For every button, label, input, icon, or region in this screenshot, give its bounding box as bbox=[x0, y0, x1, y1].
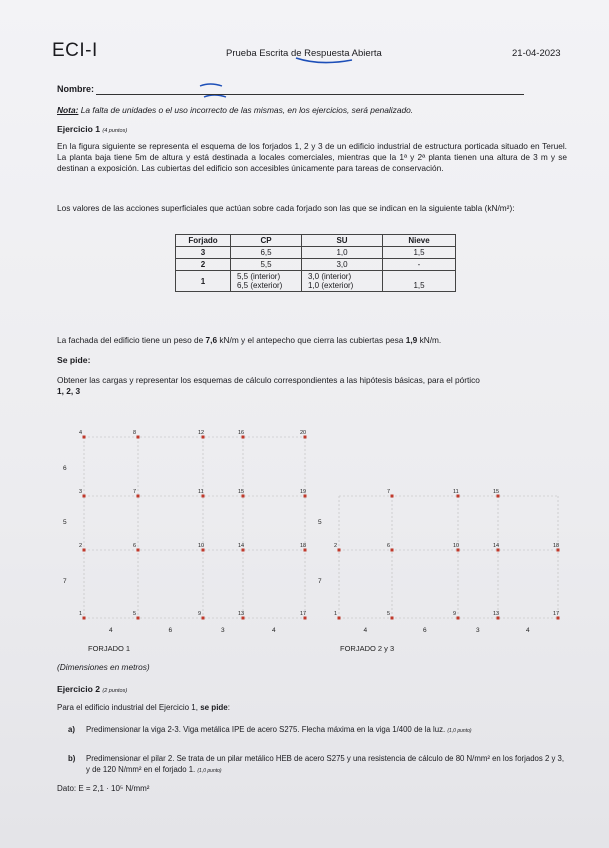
table-cell: 1,0 bbox=[302, 247, 383, 259]
node-label: 18 bbox=[553, 543, 560, 549]
portico-list: 1, 2, 3 bbox=[57, 386, 81, 396]
exercise1-points: (4 puntos) bbox=[102, 128, 128, 134]
table-cell bbox=[302, 271, 383, 292]
node-label: 20 bbox=[300, 430, 307, 436]
exercise2-heading bbox=[57, 684, 127, 694]
column-dimension: 6 bbox=[423, 627, 427, 634]
facade-statement bbox=[57, 335, 567, 346]
table-cell: - bbox=[383, 259, 456, 271]
table-cell: 3,0 bbox=[302, 259, 383, 271]
column-dimension: 3 bbox=[221, 627, 225, 634]
exercise2-item-b bbox=[68, 753, 566, 777]
node-label: 12 bbox=[198, 430, 205, 436]
table-cell bbox=[231, 271, 302, 292]
column-dimension: 4 bbox=[109, 627, 113, 634]
node-label: 19 bbox=[300, 489, 307, 495]
node-label: 17 bbox=[300, 611, 307, 617]
node-label: 2 bbox=[334, 543, 338, 549]
exercise1-task bbox=[57, 375, 567, 397]
pen-marks bbox=[0, 0, 609, 120]
node-label: 14 bbox=[493, 543, 500, 549]
figure-caption: FORJADO 2 y 3 bbox=[340, 644, 395, 653]
table-cell: 1,5 bbox=[383, 247, 456, 259]
node-label: 10 bbox=[198, 543, 205, 549]
exercise2-title: Ejercicio 2 bbox=[57, 684, 100, 694]
intro-text: : bbox=[227, 703, 230, 712]
note-text: La falta de unidades o el uso incorrecto de las mismas, en los ejercicios, será penalizado. bbox=[80, 105, 414, 115]
table-cell: 6,5 bbox=[231, 247, 302, 259]
node-label: 2 bbox=[79, 543, 83, 549]
item-points: (1,0 punto) bbox=[197, 768, 222, 774]
node-label: 5 bbox=[133, 611, 137, 617]
column-node bbox=[202, 617, 205, 620]
column-node bbox=[391, 495, 394, 498]
column-node bbox=[83, 617, 86, 620]
node-label: 5 bbox=[387, 611, 391, 617]
exam-date: 21-04-2023 bbox=[512, 48, 561, 59]
facade-text: La fachada del edificio tiene un peso de bbox=[57, 335, 206, 345]
table-row bbox=[176, 259, 456, 271]
row-dimension: 5 bbox=[63, 519, 67, 526]
column-dimension: 4 bbox=[526, 627, 530, 634]
table-header: Nieve bbox=[383, 235, 456, 247]
exercise2-item-a bbox=[68, 724, 566, 737]
node-label: 6 bbox=[133, 543, 137, 549]
column-node bbox=[137, 436, 140, 439]
node-label: 11 bbox=[453, 489, 459, 495]
column-node bbox=[83, 436, 86, 439]
node-label: 13 bbox=[493, 611, 500, 617]
table-header: Forjado bbox=[176, 235, 231, 247]
su-interior: 3,0 (interior) bbox=[308, 272, 352, 281]
column-dimension: 6 bbox=[168, 627, 173, 634]
column-node bbox=[338, 549, 341, 552]
item-label: b) bbox=[68, 754, 76, 763]
node-label: 3 bbox=[79, 489, 83, 495]
table-header-row bbox=[176, 235, 456, 247]
floor-plan-figure bbox=[0, 420, 609, 660]
table-cell: 2 bbox=[176, 259, 231, 271]
course-code: ECI-I bbox=[52, 40, 98, 61]
table-header: SU bbox=[302, 235, 383, 247]
table-cell: 1 bbox=[176, 271, 231, 292]
item-text: Predimensionar la viga 2-3. Viga metálica IPE de acero S275. Flecha máxima en la viga 1/400 de la luz. bbox=[86, 725, 446, 734]
column-node bbox=[391, 549, 394, 552]
task-text: Obtener las cargas y representar los esquemas de cálculo correspondientes a las hipótesis básicas, para el pórtico bbox=[57, 375, 480, 385]
su-exterior: 1,0 (exterior) bbox=[308, 281, 354, 290]
name-field-line[interactable] bbox=[96, 94, 524, 95]
node-label: 13 bbox=[238, 611, 245, 617]
column-node bbox=[137, 617, 140, 620]
row-dimension: 7 bbox=[63, 578, 67, 585]
node-label: 4 bbox=[79, 430, 83, 436]
cp-exterior: 6,5 (exterior) bbox=[237, 281, 283, 290]
row-dimension: 7 bbox=[318, 578, 322, 585]
intro-text: Para el edificio industrial del Ejercicio 1, bbox=[57, 703, 201, 712]
column-node bbox=[137, 549, 140, 552]
node-label: 1 bbox=[334, 611, 338, 617]
facade-text: kN/m. bbox=[417, 335, 442, 345]
node-label: 15 bbox=[493, 489, 500, 495]
figure-caption: FORJADO 1 bbox=[88, 644, 131, 653]
node-label: 7 bbox=[133, 489, 137, 495]
intro-bold: se pide bbox=[200, 703, 228, 712]
table-cell: 1,5 bbox=[383, 271, 456, 292]
table-header: CP bbox=[231, 235, 302, 247]
exam-title: Prueba Escrita de Respuesta Abierta bbox=[226, 48, 382, 59]
column-node bbox=[83, 495, 86, 498]
column-node bbox=[83, 549, 86, 552]
row-dimension: 6 bbox=[63, 465, 67, 472]
exercise1-statement: En la figura siguiente se representa el esquema de los forjados 1, 2 y 3 de un edificio industrial de estructura porticada situado en Teruel. La planta baja tiene 5m de altura y está destinada a locales comerciales, mientras que la 1ª y 2ª planta tienen una altura de 3 m y se destinan a exposición. Las cubiertas del edificio son accesibles únicamente para tareas de conservación. bbox=[57, 141, 567, 173]
column-node bbox=[137, 495, 140, 498]
node-label: 14 bbox=[238, 543, 245, 549]
node-label: 17 bbox=[553, 611, 560, 617]
dimensions-note: (Dimensiones en metros) bbox=[57, 662, 150, 672]
exercise1-table-intro: Los valores de las acciones superficiales que actúan sobre cada forjado son las que se indican en la siguiente tabla (kN/m²): bbox=[57, 203, 515, 213]
node-label: 6 bbox=[387, 543, 391, 549]
asks-heading: Se pide: bbox=[57, 355, 91, 365]
node-label: 8 bbox=[133, 430, 137, 436]
node-label: 15 bbox=[238, 489, 245, 495]
node-label: 7 bbox=[387, 489, 391, 495]
row-dimension: 5 bbox=[318, 519, 322, 526]
parapet-weight: 1,9 bbox=[405, 335, 418, 345]
cp-interior: 5,5 (interior) bbox=[237, 272, 281, 281]
table-cell: 3 bbox=[176, 247, 231, 259]
node-label: 18 bbox=[300, 543, 307, 549]
node-label: 16 bbox=[238, 430, 245, 436]
node-label: 11 bbox=[198, 489, 204, 495]
column-node bbox=[391, 617, 394, 620]
exercise1-heading bbox=[57, 124, 127, 134]
exercise1-title: Ejercicio 1 bbox=[57, 124, 100, 134]
column-node bbox=[338, 617, 341, 620]
node-label: 9 bbox=[198, 611, 202, 617]
item-label: a) bbox=[68, 725, 75, 734]
table-cell: 5,5 bbox=[231, 259, 302, 271]
node-label: 1 bbox=[79, 611, 83, 617]
column-dimension: 3 bbox=[476, 627, 480, 634]
table-row bbox=[176, 271, 456, 292]
column-node bbox=[457, 617, 460, 620]
item-text: Predimensionar el pilar 2. Se trata de un pilar metálico HEB de acero S275 y una resistencia de cálculo de 80 N/mm² en los forjados 2 y 3, y de 120 N/mm² en el forjado 1. bbox=[86, 754, 565, 774]
data-given: Dato: E = 2,1 · 10⁵ N/mm² bbox=[57, 784, 150, 793]
node-label: 10 bbox=[453, 543, 460, 549]
column-dimension: 4 bbox=[272, 627, 276, 634]
item-points: (1,0 punto) bbox=[447, 728, 472, 734]
column-dimension: 4 bbox=[363, 627, 368, 634]
table-row bbox=[176, 247, 456, 259]
facade-text: kN/m y el antepecho que cierra las cubiertas pesa bbox=[217, 335, 406, 345]
facade-weight: 7,6 bbox=[205, 335, 218, 345]
name-label: Nombre: bbox=[57, 84, 95, 94]
node-label: 9 bbox=[453, 611, 457, 617]
note-label: Nota: bbox=[57, 105, 79, 115]
exercise2-intro bbox=[57, 702, 567, 713]
grading-note bbox=[57, 105, 413, 115]
exercise2-points: (2 puntos) bbox=[102, 688, 128, 694]
loads-table bbox=[175, 234, 456, 292]
